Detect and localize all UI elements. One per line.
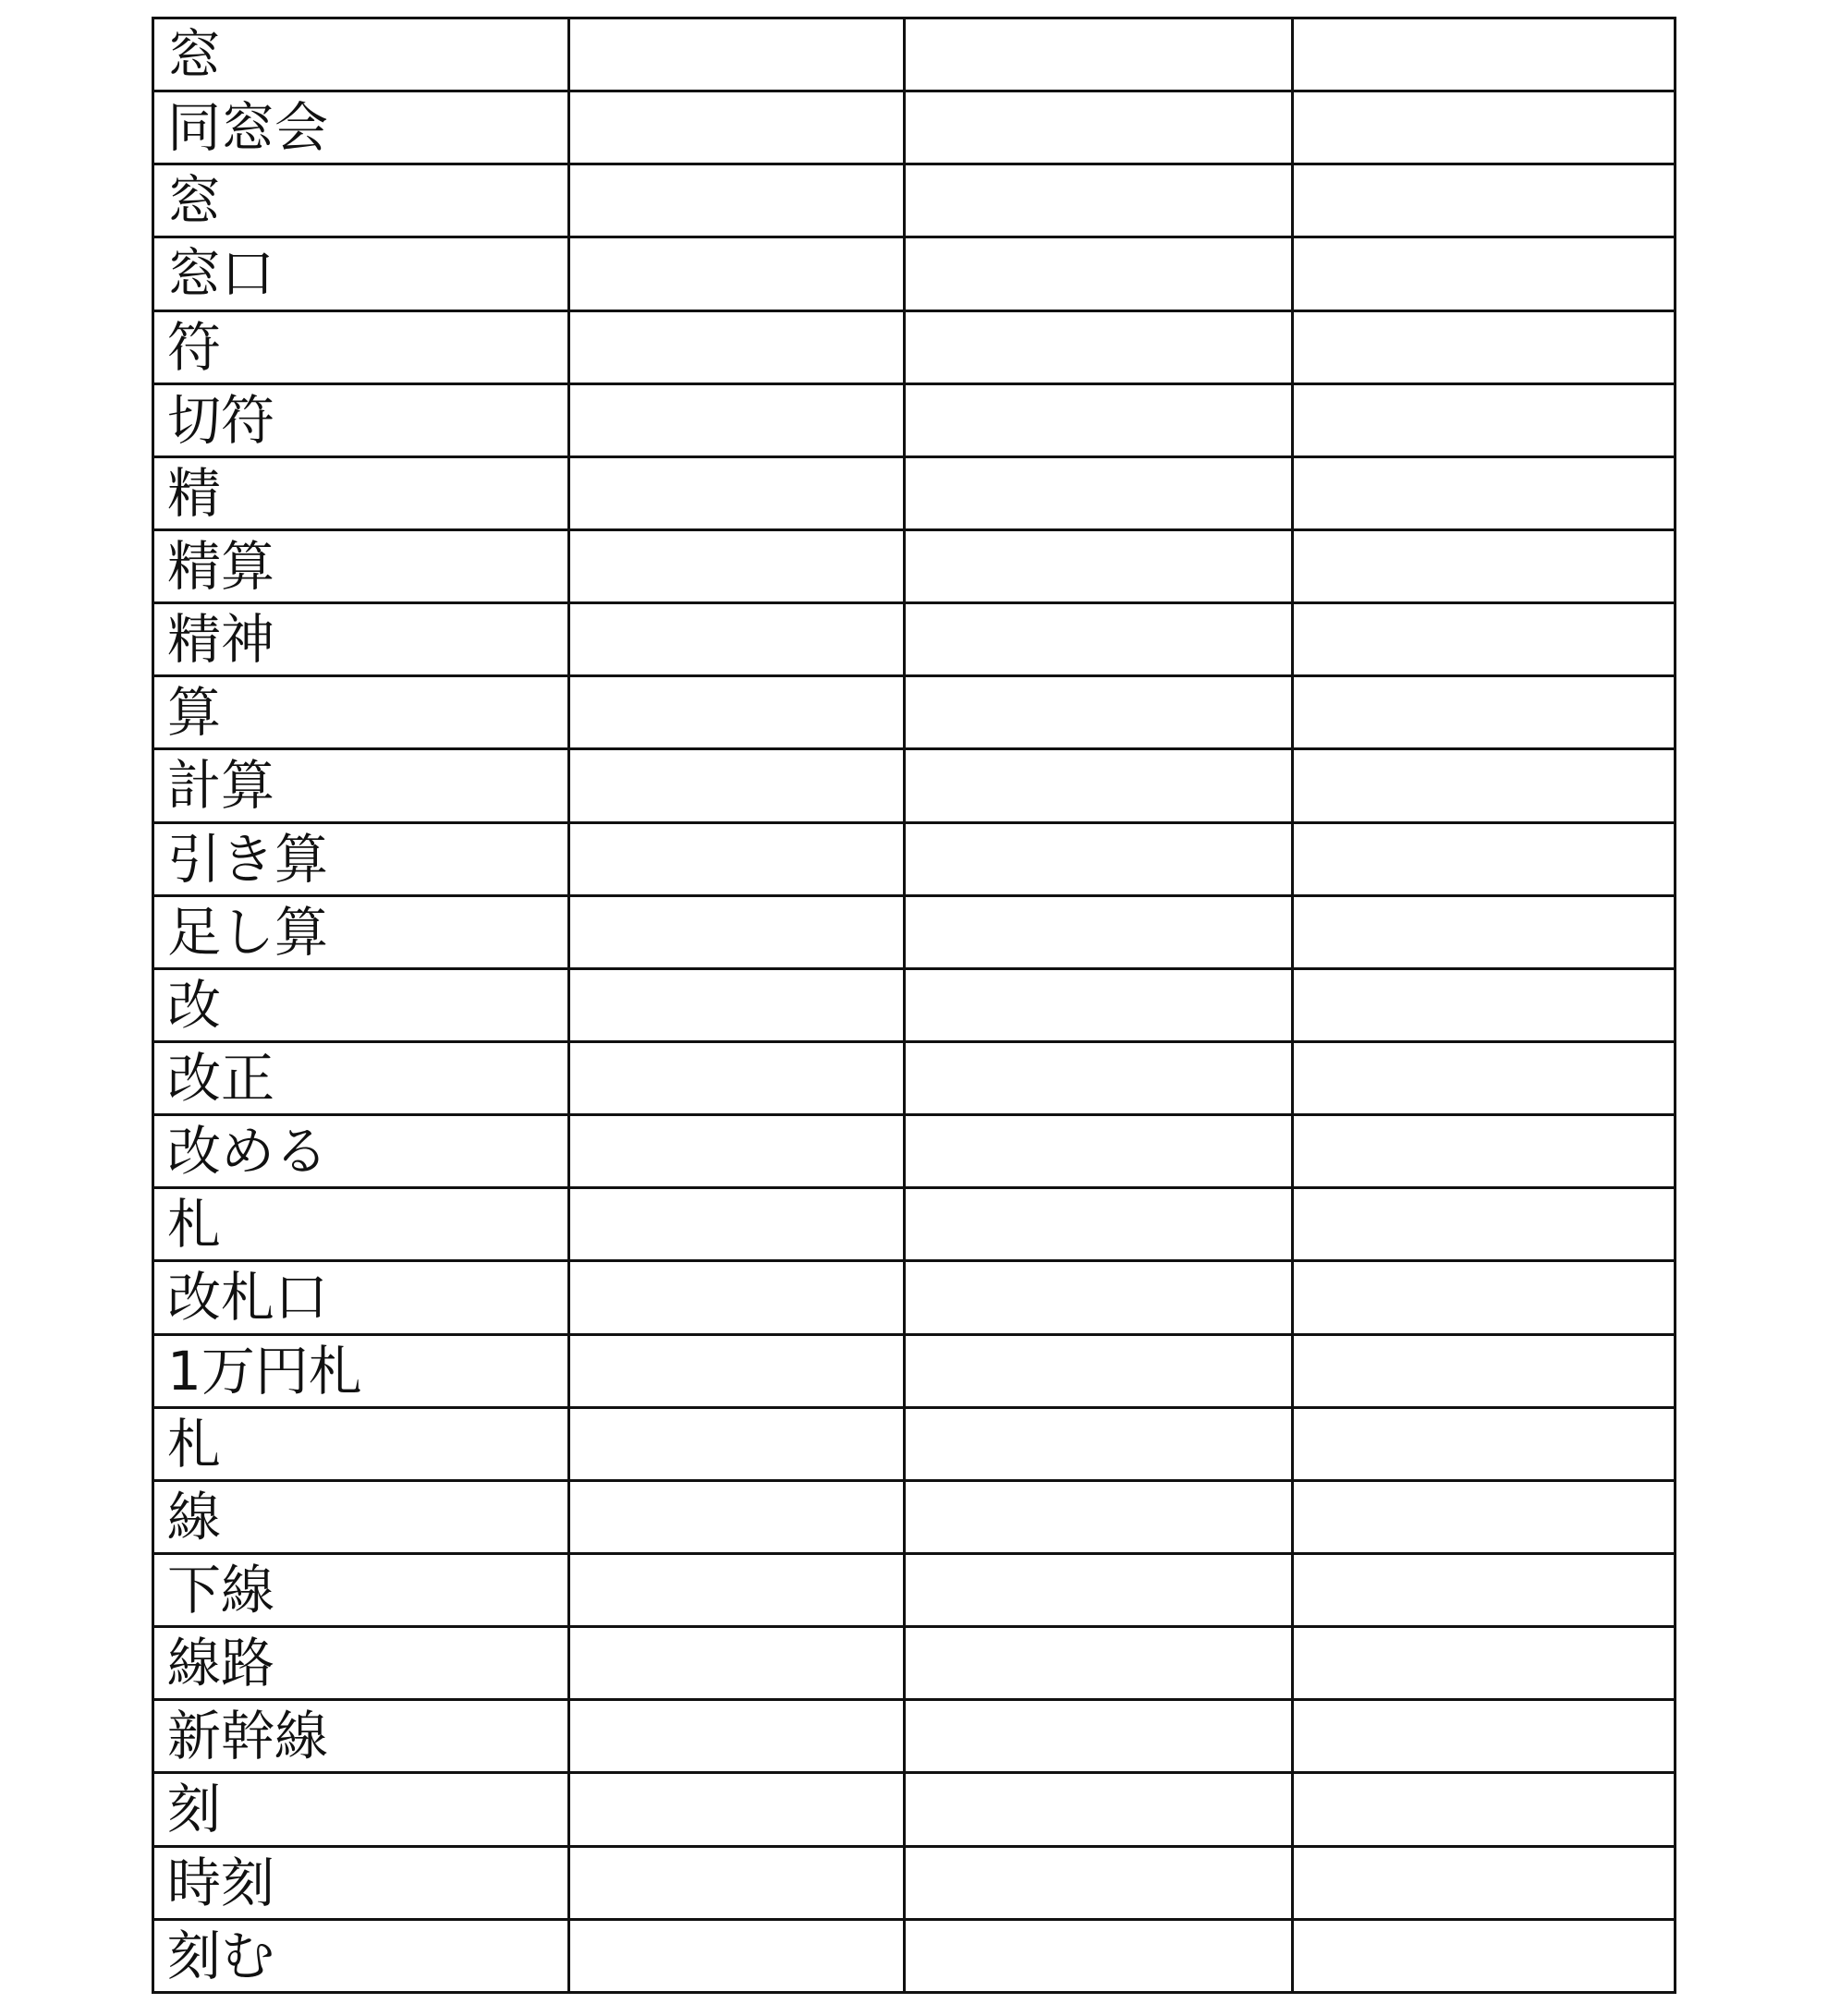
vocab-word-cell: 札 — [153, 1188, 569, 1261]
blank-writing-cell-3 — [1293, 1700, 1676, 1773]
blank-writing-cell-3 — [1293, 164, 1676, 237]
blank-writing-cell-3 — [1293, 1553, 1676, 1626]
vocab-word-cell: 精 — [153, 456, 569, 529]
table-row — [153, 1115, 1676, 1188]
table-row — [153, 383, 1676, 456]
blank-writing-cell-2 — [905, 1846, 1293, 1919]
table-row — [153, 529, 1676, 602]
blank-writing-cell-3 — [1293, 529, 1676, 602]
blank-writing-cell-2 — [905, 1919, 1293, 1992]
blank-writing-cell-3 — [1293, 237, 1676, 310]
blank-writing-cell-1 — [569, 822, 905, 895]
blank-writing-cell-2 — [905, 18, 1293, 91]
blank-writing-cell-1 — [569, 529, 905, 602]
blank-writing-cell-3 — [1293, 1846, 1676, 1919]
blank-writing-cell-2 — [905, 1773, 1293, 1846]
table-row — [153, 1041, 1676, 1114]
vocab-word-cell: 線 — [153, 1480, 569, 1553]
blank-writing-cell-1 — [569, 1480, 905, 1553]
blank-writing-cell-1 — [569, 1115, 905, 1188]
vocab-word-cell: 引き算 — [153, 822, 569, 895]
table-row — [153, 1919, 1676, 1992]
blank-writing-cell-3 — [1293, 1773, 1676, 1846]
vocabulary-table — [152, 17, 1676, 1994]
vocab-word-cell: 窓口 — [153, 237, 569, 310]
blank-writing-cell-1 — [569, 1407, 905, 1480]
blank-writing-cell-3 — [1293, 91, 1676, 164]
blank-writing-cell-1 — [569, 1773, 905, 1846]
vocab-word-cell: 1万円札 — [153, 1334, 569, 1407]
blank-writing-cell-3 — [1293, 603, 1676, 676]
table-row — [153, 456, 1676, 529]
blank-writing-cell-3 — [1293, 1261, 1676, 1334]
vocab-word-cell: 切符 — [153, 383, 569, 456]
blank-writing-cell-3 — [1293, 1041, 1676, 1114]
blank-writing-cell-2 — [905, 1261, 1293, 1334]
blank-writing-cell-1 — [569, 1261, 905, 1334]
table-row — [153, 1553, 1676, 1626]
blank-writing-cell-2 — [905, 164, 1293, 237]
blank-writing-cell-1 — [569, 310, 905, 383]
blank-writing-cell-2 — [905, 1627, 1293, 1700]
table-row — [153, 1480, 1676, 1553]
blank-writing-cell-3 — [1293, 1480, 1676, 1553]
blank-writing-cell-3 — [1293, 1188, 1676, 1261]
vocabulary-worksheet — [152, 17, 1674, 2016]
vocab-word-cell: 計算 — [153, 749, 569, 822]
blank-writing-cell-1 — [569, 383, 905, 456]
vocab-word-cell: 改 — [153, 968, 569, 1041]
blank-writing-cell-1 — [569, 1846, 905, 1919]
vocab-word-cell: 算 — [153, 676, 569, 749]
vocab-word-cell: 窓 — [153, 164, 569, 237]
blank-writing-cell-2 — [905, 1480, 1293, 1553]
blank-writing-cell-2 — [905, 1115, 1293, 1188]
vocab-word-cell: 改札口 — [153, 1261, 569, 1334]
blank-writing-cell-2 — [905, 310, 1293, 383]
vocab-word-cell: 時刻 — [153, 1846, 569, 1919]
vocab-word-cell: 改正 — [153, 1041, 569, 1114]
table-row — [153, 1846, 1676, 1919]
blank-writing-cell-1 — [569, 164, 905, 237]
table-row — [153, 895, 1676, 968]
blank-writing-cell-3 — [1293, 895, 1676, 968]
table-row — [153, 237, 1676, 310]
blank-writing-cell-2 — [905, 603, 1293, 676]
blank-writing-cell-3 — [1293, 822, 1676, 895]
blank-writing-cell-3 — [1293, 968, 1676, 1041]
blank-writing-cell-2 — [905, 91, 1293, 164]
blank-writing-cell-1 — [569, 18, 905, 91]
blank-writing-cell-2 — [905, 1553, 1293, 1626]
table-row — [153, 1334, 1676, 1407]
blank-writing-cell-2 — [905, 822, 1293, 895]
blank-writing-cell-2 — [905, 237, 1293, 310]
table-row — [153, 1407, 1676, 1480]
blank-writing-cell-2 — [905, 1334, 1293, 1407]
blank-writing-cell-3 — [1293, 749, 1676, 822]
vocab-word-cell: 線路 — [153, 1627, 569, 1700]
table-row — [153, 18, 1676, 91]
blank-writing-cell-1 — [569, 1553, 905, 1626]
blank-writing-cell-2 — [905, 1041, 1293, 1114]
table-row — [153, 1773, 1676, 1846]
vocab-word-cell: 窓 — [153, 18, 569, 91]
vocab-word-cell: 符 — [153, 310, 569, 383]
blank-writing-cell-1 — [569, 1700, 905, 1773]
blank-writing-cell-3 — [1293, 18, 1676, 91]
blank-writing-cell-3 — [1293, 1919, 1676, 1992]
table-row — [153, 91, 1676, 164]
vocabulary-table-body — [153, 18, 1676, 1993]
table-row — [153, 822, 1676, 895]
table-row — [153, 968, 1676, 1041]
vocab-word-cell: 足し算 — [153, 895, 569, 968]
vocab-word-cell: 刻 — [153, 1773, 569, 1846]
blank-writing-cell-2 — [905, 676, 1293, 749]
blank-writing-cell-3 — [1293, 1115, 1676, 1188]
blank-writing-cell-2 — [905, 968, 1293, 1041]
blank-writing-cell-1 — [569, 603, 905, 676]
blank-writing-cell-3 — [1293, 310, 1676, 383]
table-row — [153, 1627, 1676, 1700]
table-row — [153, 164, 1676, 237]
vocab-word-cell: 精神 — [153, 603, 569, 676]
blank-writing-cell-3 — [1293, 676, 1676, 749]
table-row — [153, 1188, 1676, 1261]
vocab-word-cell: 刻む — [153, 1919, 569, 1992]
blank-writing-cell-2 — [905, 1188, 1293, 1261]
blank-writing-cell-2 — [905, 1700, 1293, 1773]
blank-writing-cell-1 — [569, 91, 905, 164]
blank-writing-cell-1 — [569, 1334, 905, 1407]
vocab-word-cell: 精算 — [153, 529, 569, 602]
blank-writing-cell-2 — [905, 749, 1293, 822]
blank-writing-cell-1 — [569, 749, 905, 822]
vocab-word-cell: 同窓会 — [153, 91, 569, 164]
blank-writing-cell-3 — [1293, 1334, 1676, 1407]
table-row — [153, 676, 1676, 749]
blank-writing-cell-1 — [569, 1041, 905, 1114]
blank-writing-cell-3 — [1293, 1407, 1676, 1480]
blank-writing-cell-3 — [1293, 383, 1676, 456]
blank-writing-cell-1 — [569, 1188, 905, 1261]
table-row — [153, 1700, 1676, 1773]
table-row — [153, 1261, 1676, 1334]
table-row — [153, 603, 1676, 676]
blank-writing-cell-3 — [1293, 1627, 1676, 1700]
blank-writing-cell-1 — [569, 1919, 905, 1992]
blank-writing-cell-1 — [569, 895, 905, 968]
blank-writing-cell-1 — [569, 237, 905, 310]
blank-writing-cell-2 — [905, 456, 1293, 529]
table-row — [153, 310, 1676, 383]
table-row — [153, 749, 1676, 822]
blank-writing-cell-2 — [905, 895, 1293, 968]
blank-writing-cell-1 — [569, 968, 905, 1041]
blank-writing-cell-1 — [569, 456, 905, 529]
blank-writing-cell-2 — [905, 1407, 1293, 1480]
blank-writing-cell-2 — [905, 529, 1293, 602]
blank-writing-cell-2 — [905, 383, 1293, 456]
blank-writing-cell-1 — [569, 676, 905, 749]
vocab-word-cell: 新幹線 — [153, 1700, 569, 1773]
vocab-word-cell: 改める — [153, 1115, 569, 1188]
blank-writing-cell-1 — [569, 1627, 905, 1700]
vocab-word-cell: 下線 — [153, 1553, 569, 1626]
blank-writing-cell-3 — [1293, 456, 1676, 529]
vocab-word-cell: 札 — [153, 1407, 569, 1480]
